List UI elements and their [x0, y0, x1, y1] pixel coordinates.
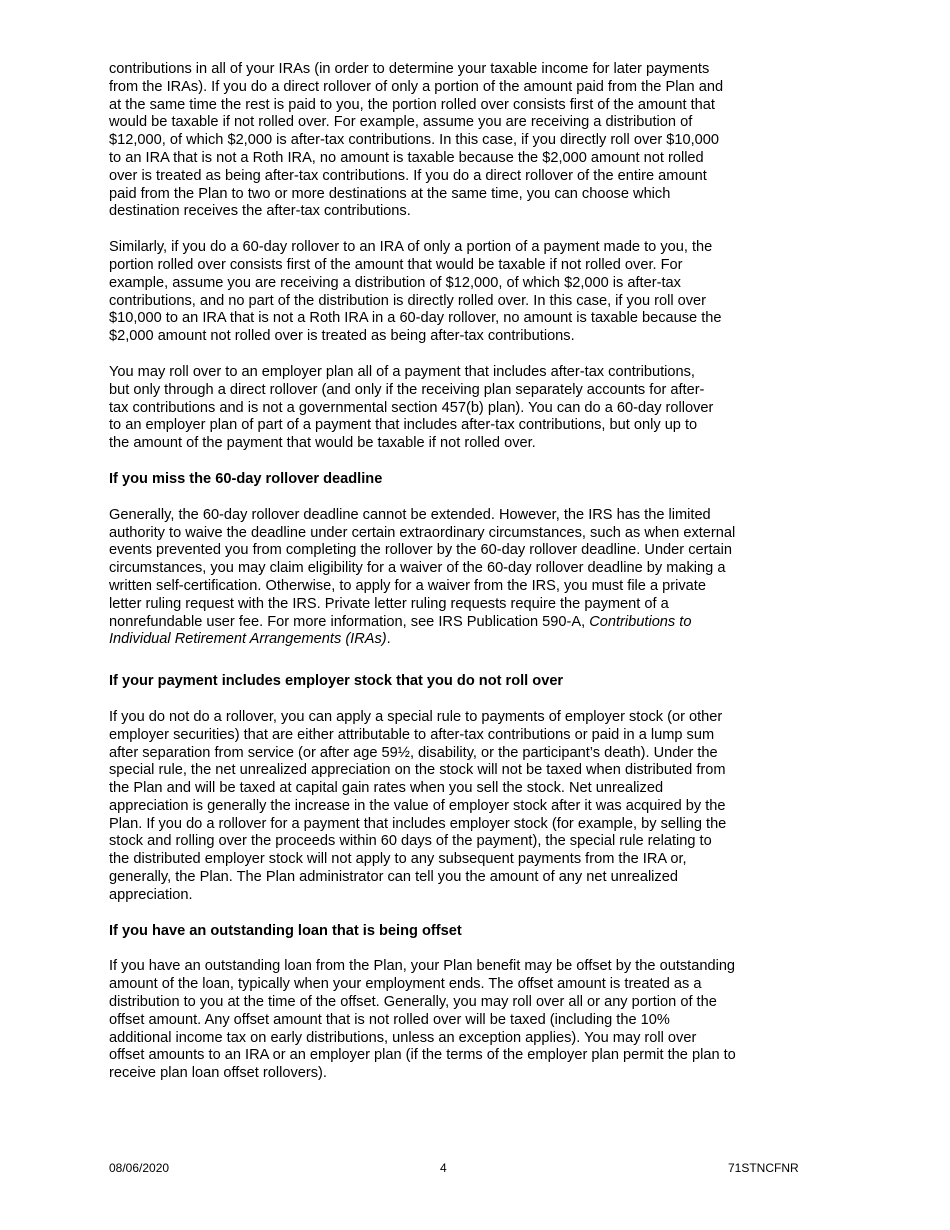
publication-title: Contributions to Individual Retirement Arrangements (IRAs) [109, 613, 692, 648]
paragraph-deadline-waiver-text: Generally, the 60-day rollover deadline cannot be extended. However, the IRS has the limited authority to waive the deadline under certain extraordinary circumstances, such as when external events prevented you from completing the rollover by the 60-day rollover deadline. Under certain circumstances, you may claim eligibility for a waiver of the 60-day rollover deadline by making a written self-certification. Otherwise, to apply for a waiver from the IRS, you must file a private letter ruling request with the IRS. Private letter ruling requests require the payment of a nonrefundable user fee. For more information, see IRS Publication 590-A, [109, 506, 736, 630]
paragraph-ira-after-tax-direct-rollover: contributions in all of your IRAs (in order to determine your taxable income for later payments from the IRAs). If you do a direct rollover of only a portion of the amount paid from the Plan and at the same time the rest is paid to you, the portion rolled over consists first of the amount that would be taxable if not rolled over. For example, assume you are receiving a distribution of $12,000, of which $2,000 is after-tax contributions. In this case, if you directly roll over $10,000 to an IRA that is not a Roth IRA, no amount is taxable because the $2,000 amount not rolled over is treated as being after-tax contributions. If you do a direct rollover of the entire amount paid from the Plan to two or more destinations at the same time, you can choose which destination receives the after-tax contributions. [109, 61, 724, 220]
heading-missed-deadline: If you miss the 60-day rollover deadline [109, 470, 383, 487]
paragraph-employer-stock-rule: If you do not do a rollover, you can apply a special rule to payments of employer stock (or other employer securities) that are either attributable to after-tax contributions or paid in a lump sum after separation from service (or after age 59½, disability, or the participant’s death). Under the special rule, the net unrealized appreciation on the stock will not be taxed when distributed from the Plan and will be taxed at capital gain rates when you sell the stock. Net unrealized appreciation is generally the increase in the value of employer stock after it was acquired by the Plan. If you do a rollover for a payment that includes employer stock (for example, by selling the stock and rolling over the proceeds within 60 days of the payment), the special rule relating to the distributed employer stock will not apply to any subsequent payments from the IRA or, generally, the Plan. The Plan administrator can tell you the amount of any net unrealized appreciation. [109, 708, 727, 903]
paragraph-loan-offset: If you have an outstanding loan from the Plan, your Plan benefit may be offset by the outstanding amount of the loan, typically when your employment ends. The offset amount is treated as a distribution to you at the time of the offset. Generally, you may roll over all or any portion of the offset amount. Any offset amount that is not rolled over will be taxed (including the 10% additional income tax on early distributions, unless an exception applies). You may roll over offset amounts to an IRA or an employer plan (if the terms of the employer plan permit the plan to receive plan loan offset rollovers). [109, 958, 736, 1082]
paragraph-employer-plan-rollover: You may roll over to an employer plan all of a payment that includes after-tax contributions, but only through a direct rollover (and only if the receiving plan separately accounts for after- tax contributions and is not a governmental section 457(b) plan). You can do a 60-day rollover to an employer plan of part of a payment that includes after-tax contributions, but only up to the amount of the payment that would be taxable if not rolled over. [109, 363, 714, 452]
footer-date: 08/06/2020 [109, 1161, 170, 1175]
paragraph-deadline-waiver [109, 507, 789, 649]
footer-page-number: 4 [440, 1161, 447, 1175]
heading-outstanding-loan: If you have an outstanding loan that is being offset [109, 922, 462, 939]
footer-document-code: 71STNCFNR [728, 1161, 799, 1175]
paragraph-deadline-waiver-end: . [386, 631, 391, 648]
heading-employer-stock: If your payment includes employer stock that you do not roll over [109, 673, 564, 690]
paragraph-60-day-rollover-portion: Similarly, if you do a 60-day rollover to an IRA of only a portion of a payment made to you, the portion rolled over consists first of the amount that would be taxable if not rolled over. For example, assume you are receiving a distribution of $12,000, of which $2,000 is after-tax contributions, and no part of the distribution is directly rolled over. In this case, if you roll over $10,000 to an IRA that is not a Roth IRA in a 60-day rollover, no amount is taxable because the $2,000 amount not rolled over is treated as being after-tax contributions. [109, 239, 722, 345]
page-content [109, 61, 789, 1083]
